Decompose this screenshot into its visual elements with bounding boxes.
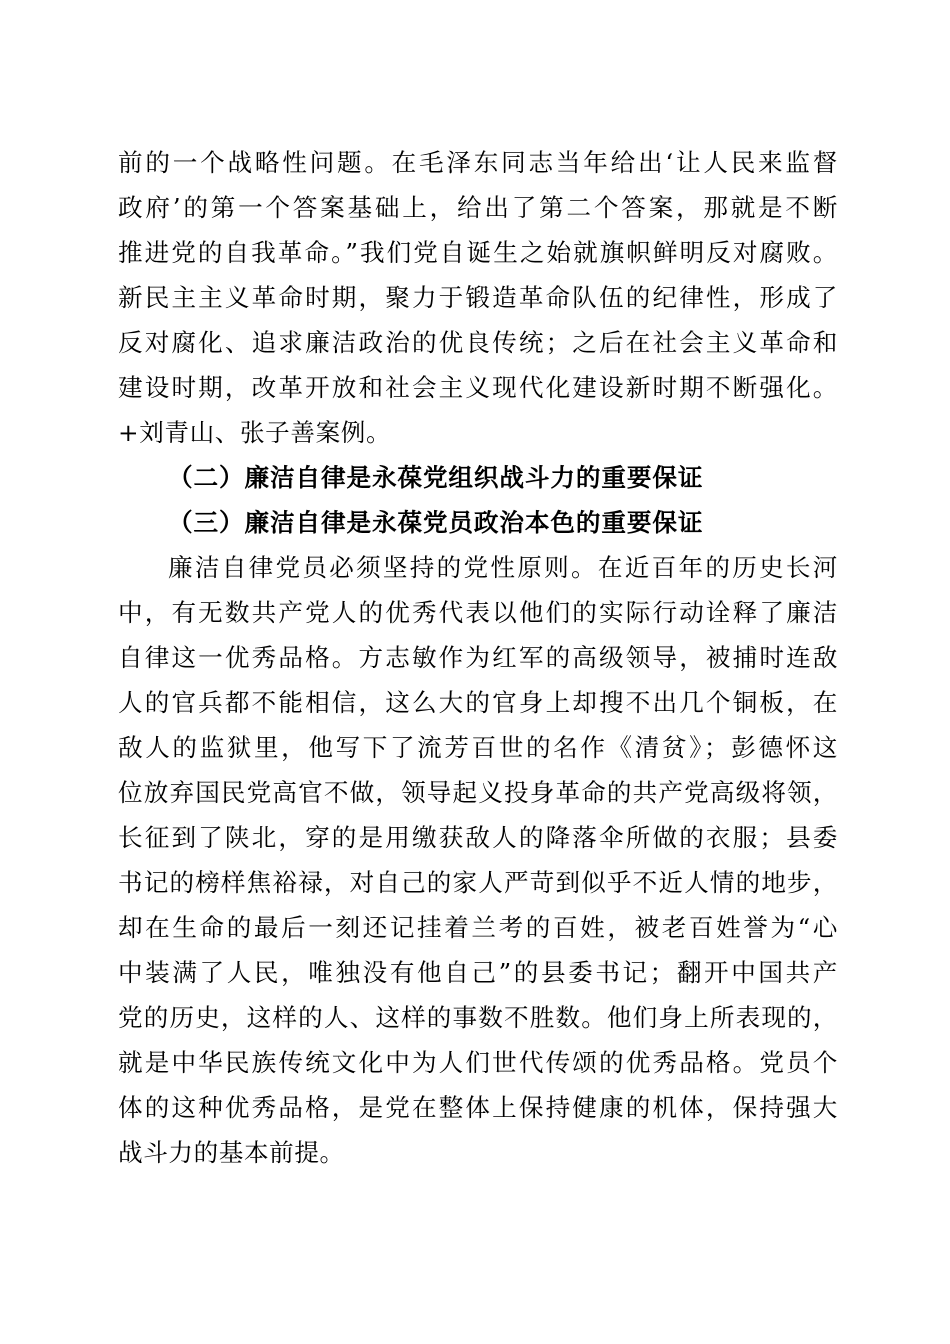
paragraph-2-line: 自律这一优秀品格。方志敏作为红军的高级领导，被捕时连敌 [118,643,838,672]
paragraph-1-line: +刘青山、张子善案例。 [118,418,392,447]
paragraph-2-line: 战斗力的基本前提。 [118,1138,345,1167]
section-heading-2: （二）廉洁自律是永葆党组织战斗力的重要保证 [168,463,704,492]
paragraph-1-line: 建设时期，改革开放和社会主义现代化建设新时期不断强化。 [118,373,838,402]
paragraph-2-line: 廉洁自律党员必须坚持的党性原则。在近百年的历史长河 [168,553,838,582]
paragraph-2-line: 位放弃国民党高官不做，领导起义投身革命的共产党高级将领， [118,778,838,807]
paragraph-2-line: 书记的榜样焦裕禄，对自己的家人严苛到似乎不近人情的地步， [118,868,838,897]
paragraph-2-line: 中装满了人民，唯独没有他自己”的县委书记；翻开中国共产 [118,958,838,987]
paragraph-1-line: 反对腐化、追求廉洁政治的优良传统；之后在社会主义革命和 [118,328,838,357]
paragraph-1-line: 推进党的自我革命。”我们党自诞生之始就旗帜鲜明反对腐败。 [118,238,838,267]
paragraph-2-line: 党的历史，这样的人、这样的事数不胜数。他们身上所表现的， [118,1003,838,1032]
paragraph-2-line: 长征到了陕北，穿的是用缴获敌人的降落伞所做的衣服；县委 [118,823,838,852]
paragraph-2-line: 体的这种优秀品格，是党在整体上保持健康的机体，保持强大 [118,1093,838,1122]
paragraph-2-line: 人的官兵都不能相信，这么大的官身上却搜不出几个铜板，在 [118,688,838,717]
paragraph-1-line: 前的一个战略性问题。在毛泽东同志当年给出‘让人民来监督 [118,148,838,177]
paragraph-2-line: 中，有无数共产党人的优秀代表以他们的实际行动诠释了廉洁 [118,598,838,627]
section-heading-3: （三）廉洁自律是永葆党员政治本色的重要保证 [168,508,704,537]
paragraph-1-line: 新民主主义革命时期，聚力于锻造革命队伍的纪律性，形成了 [118,283,838,312]
paragraph-2-line: 却在生命的最后一刻还记挂着兰考的百姓，被老百姓誉为“心 [118,913,838,942]
paragraph-1-line: 政府’的第一个答案基础上，给出了第二个答案，那就是不断 [118,193,838,222]
paragraph-2-line: 敌人的监狱里，他写下了流芳百世的名作《清贫》；彭德怀这 [118,733,838,762]
paragraph-2-line: 就是中华民族传统文化中为人们世代传颂的优秀品格。党员个 [118,1048,838,1077]
